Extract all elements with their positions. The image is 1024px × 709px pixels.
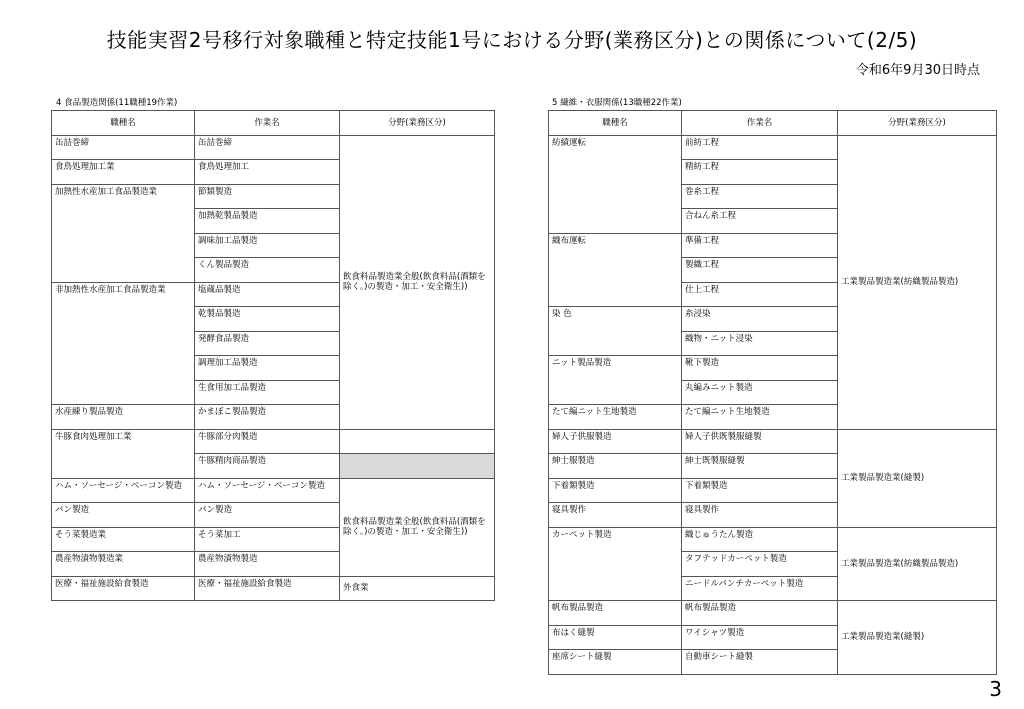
table-cell: 外食業	[340, 576, 495, 601]
table-cell: かまぼこ製品製造	[195, 405, 340, 430]
header-work: 作業名	[682, 111, 838, 136]
page-title: 技能実習2号移行対象職種と特定技能1号における分野(業務区分)との関係について(2/5)	[106, 28, 918, 52]
table-row	[52, 478, 495, 503]
food-table-caption: 4 食品製造関係(11職種19作業)	[56, 98, 178, 108]
table-cell: 工業製品製造業(紡織製品製造)	[838, 135, 997, 429]
table-cell: 座席シート縫製	[549, 650, 682, 675]
table-header-row	[52, 111, 495, 136]
table-cell: 発酵食品製造	[195, 331, 340, 356]
table-cell: 染 色	[549, 307, 682, 356]
table-cell: 牛豚部分肉製造	[195, 429, 340, 454]
table-cell: ハム・ソーセージ・ベーコン製造	[195, 478, 340, 503]
table-cell: 塩蔵品製造	[195, 282, 340, 307]
table-cell: たて編ニット生地製造	[682, 405, 838, 430]
table-row	[549, 601, 997, 626]
table-cell: 精紡工程	[682, 160, 838, 185]
table-cell: そう菜加工	[195, 527, 340, 552]
table-cell: 缶詰巻締	[195, 135, 340, 160]
table-cell: 工業製品製造業(紡織製品製造)	[838, 527, 997, 601]
table-cell: 非加熱性水産加工食品製造業	[52, 282, 195, 405]
table-cell: ニードルパンチカーペット製造	[682, 576, 838, 601]
table-cell: 帆布製品製造	[682, 601, 838, 626]
table-cell: 牛豚精肉商品製造	[195, 454, 340, 479]
table-cell: 自動車シート縫製	[682, 650, 838, 675]
table-row	[52, 135, 495, 160]
table-cell: 前紡工程	[682, 135, 838, 160]
table-cell: 織物・ニット浸染	[682, 331, 838, 356]
table-cell: 下着類製造	[549, 478, 682, 503]
table-row	[549, 527, 997, 552]
table-cell: 準備工程	[682, 233, 838, 258]
table-cell: 調理加工品製造	[195, 356, 340, 381]
table-cell: 合ねん糸工程	[682, 209, 838, 234]
table-row	[52, 429, 495, 454]
header-occupation: 職種名	[549, 111, 682, 136]
table-cell: 農産物漬物製造	[195, 552, 340, 577]
table-cell: 食鳥処理加工	[195, 160, 340, 185]
table-cell: 医療・福祉施設給食製造	[52, 576, 195, 601]
table-cell: 織じゅうたん製造	[682, 527, 838, 552]
table-cell: 仕上工程	[682, 282, 838, 307]
textile-table-caption: 5 繊維・衣服関係(13職種22作業)	[552, 98, 682, 108]
table-cell: ハム・ソーセージ・ベーコン製造	[52, 478, 195, 503]
table-cell: 乾製品製造	[195, 307, 340, 332]
table-cell: ニット製品製造	[549, 356, 682, 405]
table-cell: そう菜製造業	[52, 527, 195, 552]
header-occupation: 職種名	[52, 111, 195, 136]
table-cell: 紳士服製造	[549, 454, 682, 479]
table-cell: 紡績運転	[549, 135, 682, 233]
as-of-date: 令和6年9月30日時点	[855, 63, 980, 78]
table-cell: 靴下製造	[682, 356, 838, 381]
table-cell: 飲食料品製造業全般(飲食料品(酒類を除く。)の製造・加工・安全衛生))	[340, 135, 495, 429]
table-cell: 製織工程	[682, 258, 838, 283]
table-cell: 丸編みニット製造	[682, 380, 838, 405]
table-cell: 農産物漬物製造業	[52, 552, 195, 577]
table-cell: 寝具製作	[682, 503, 838, 528]
food-manufacturing-table	[51, 110, 495, 601]
table-cell: タフテッドカーペット製造	[682, 552, 838, 577]
table-cell: カーペット製造	[549, 527, 682, 601]
table-cell: 寝具製作	[549, 503, 682, 528]
table-cell: 婦人子供服製造	[549, 429, 682, 454]
table-cell: 下着類製造	[682, 478, 838, 503]
table-cell: ワイシャツ製造	[682, 625, 838, 650]
table-cell: 節類製造	[195, 184, 340, 209]
table-cell: 缶詰巻締	[52, 135, 195, 160]
table-cell: たて編ニット生地製造	[549, 405, 682, 430]
table-cell: 牛豚食肉処理加工業	[52, 429, 195, 478]
table-cell: パン製造	[52, 503, 195, 528]
table-cell: 工業製品製造業(縫製)	[838, 429, 997, 527]
header-field: 分野(業務区分)	[838, 111, 997, 136]
table-cell: 加熱乾製品製造	[195, 209, 340, 234]
table-cell: パン製造	[195, 503, 340, 528]
header-work: 作業名	[195, 111, 340, 136]
header-field: 分野(業務区分)	[340, 111, 495, 136]
table-cell: 織布運転	[549, 233, 682, 307]
table-cell: 工業製品製造業(縫製)	[838, 601, 997, 675]
table-cell: 加熱性水産加工食品製造業	[52, 184, 195, 282]
table-cell: 巻糸工程	[682, 184, 838, 209]
table-cell: 食鳥処理加工業	[52, 160, 195, 185]
table-row	[549, 429, 997, 454]
table-cell: 水産練り製品製造	[52, 405, 195, 430]
textile-clothing-table	[548, 110, 997, 675]
table-cell: 婦人子供既製服縫製	[682, 429, 838, 454]
table-cell: 紳士既製服縫製	[682, 454, 838, 479]
table-cell: 布はく縫製	[549, 625, 682, 650]
table-cell	[340, 454, 495, 479]
table-row	[52, 576, 495, 601]
table-cell: 糸浸染	[682, 307, 838, 332]
table-cell: 生食用加工品製造	[195, 380, 340, 405]
page-number: 3	[989, 677, 1002, 701]
table-header-row	[549, 111, 997, 136]
table-cell	[340, 429, 495, 454]
table-cell: 帆布製品製造	[549, 601, 682, 626]
table-cell: 調味加工品製造	[195, 233, 340, 258]
table-row	[549, 135, 997, 160]
table-cell: くん製品製造	[195, 258, 340, 283]
table-cell: 医療・福祉施設給食製造	[195, 576, 340, 601]
table-cell: 飲食料品製造業全般(飲食料品(酒類を除く。)の製造・加工・安全衛生))	[340, 478, 495, 576]
